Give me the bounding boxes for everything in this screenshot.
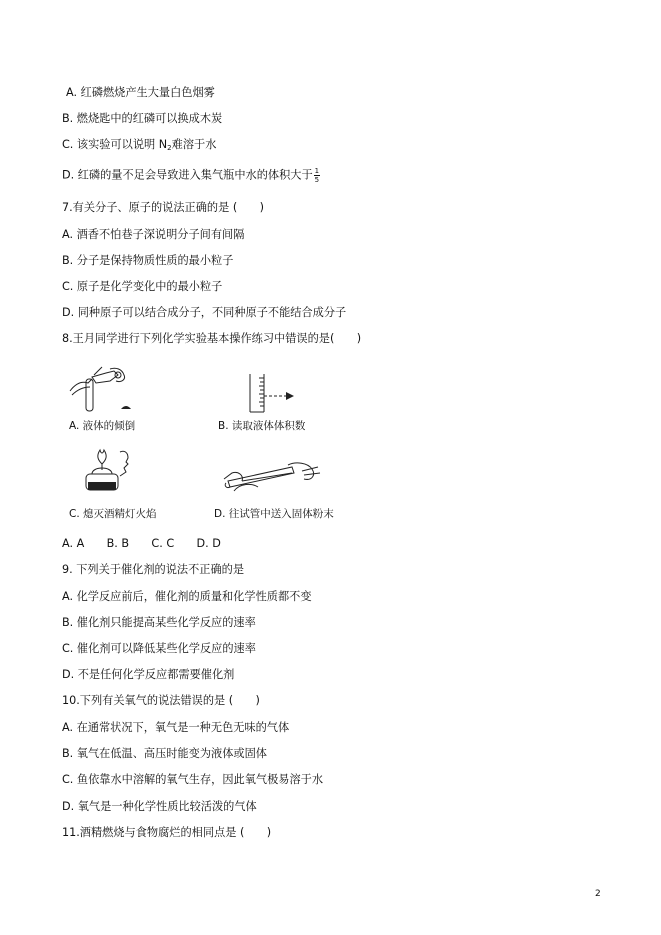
q11-stem: 11.酒精燃烧与食物腐烂的相同点是 ( ) (62, 826, 272, 839)
q10-option-b: B. 氧气在低温、高压时能变为液体或固体 (62, 747, 267, 760)
q6-option-c-text: C. 该实验可以说明 N (62, 138, 168, 151)
q6-option-c-subscript: 2 (167, 144, 172, 152)
q10-option-c: C. 鱼依靠水中溶解的氧气生存，因此氧气极易溶于水 (62, 773, 324, 786)
q9-option-a: A. 化学反应前后，催化剂的质量和化学性质都不变 (62, 590, 312, 603)
q7-option-b: B. 分子是保持物质性质的最小粒子 (62, 254, 234, 267)
figure-powder-to-test-tube (222, 461, 326, 499)
q8-answer-options: A. A B. B C. C D. D (62, 537, 221, 550)
q6-option-c-tail: 难溶于水 (171, 138, 217, 151)
q8-figure-c-caption: C. 熄灭酒精灯火焰 (69, 508, 157, 520)
q10-stem: 10.下列有关氧气的说法错误的是 ( ) (62, 694, 260, 707)
q7-option-a: A. 酒香不怕巷子深说明分子间有间隔 (62, 228, 245, 241)
figure-reading-cylinder (238, 372, 298, 414)
page-number: 2 (595, 889, 601, 899)
q7-option-c: C. 原子是化学变化中的最小粒子 (62, 280, 223, 293)
q9-option-c: C. 催化剂可以降低某些化学反应的速率 (62, 642, 256, 655)
figure-pouring-liquid (66, 365, 136, 417)
q10-option-d: D. 氧气是一种化学性质比较活泼的气体 (62, 800, 257, 813)
fraction-numerator: 1 (314, 167, 320, 175)
q6-option-b: B. 燃烧匙中的红磷可以换成木炭 (62, 112, 223, 125)
q8-figure-a-caption: A. 液体的倾倒 (69, 420, 136, 432)
q10-option-a: A. 在通常状况下，氧气是一种无色无味的气体 (62, 721, 290, 734)
q8-stem: 8.王月同学进行下列化学实验基本操作练习中错误的是( ) (62, 332, 362, 345)
figure-alcohol-lamp (80, 446, 140, 498)
q8-figure-d-caption: D. 往试管中送入固体粉末 (214, 508, 334, 520)
fraction-denominator: 5 (314, 176, 320, 184)
q9-option-d: D. 不是任何化学反应都需要催化剂 (62, 668, 235, 681)
q9-option-b: B. 催化剂只能提高某些化学反应的速率 (62, 616, 256, 629)
q8-figure-b-caption: B. 读取液体体积数 (218, 420, 306, 432)
q7-option-d: D. 同种原子可以结合成分子，不同种原子不能结合成分子 (62, 306, 347, 319)
q7-stem: 7.有关分子、原子的说法正确的是 ( ) (62, 201, 264, 214)
q6-option-d (62, 167, 320, 184)
q9-stem: 9. 下列关于催化剂的说法不正确的是 (62, 563, 245, 576)
q6-option-a: A. 红磷燃烧产生大量白色烟雾 (66, 86, 215, 99)
q6-option-d-text: D. 红磷的量不足会导致进入集气瓶中水的体积大于 (62, 168, 313, 182)
fraction-one-fifth (314, 167, 320, 184)
q6-option-c (62, 138, 216, 155)
